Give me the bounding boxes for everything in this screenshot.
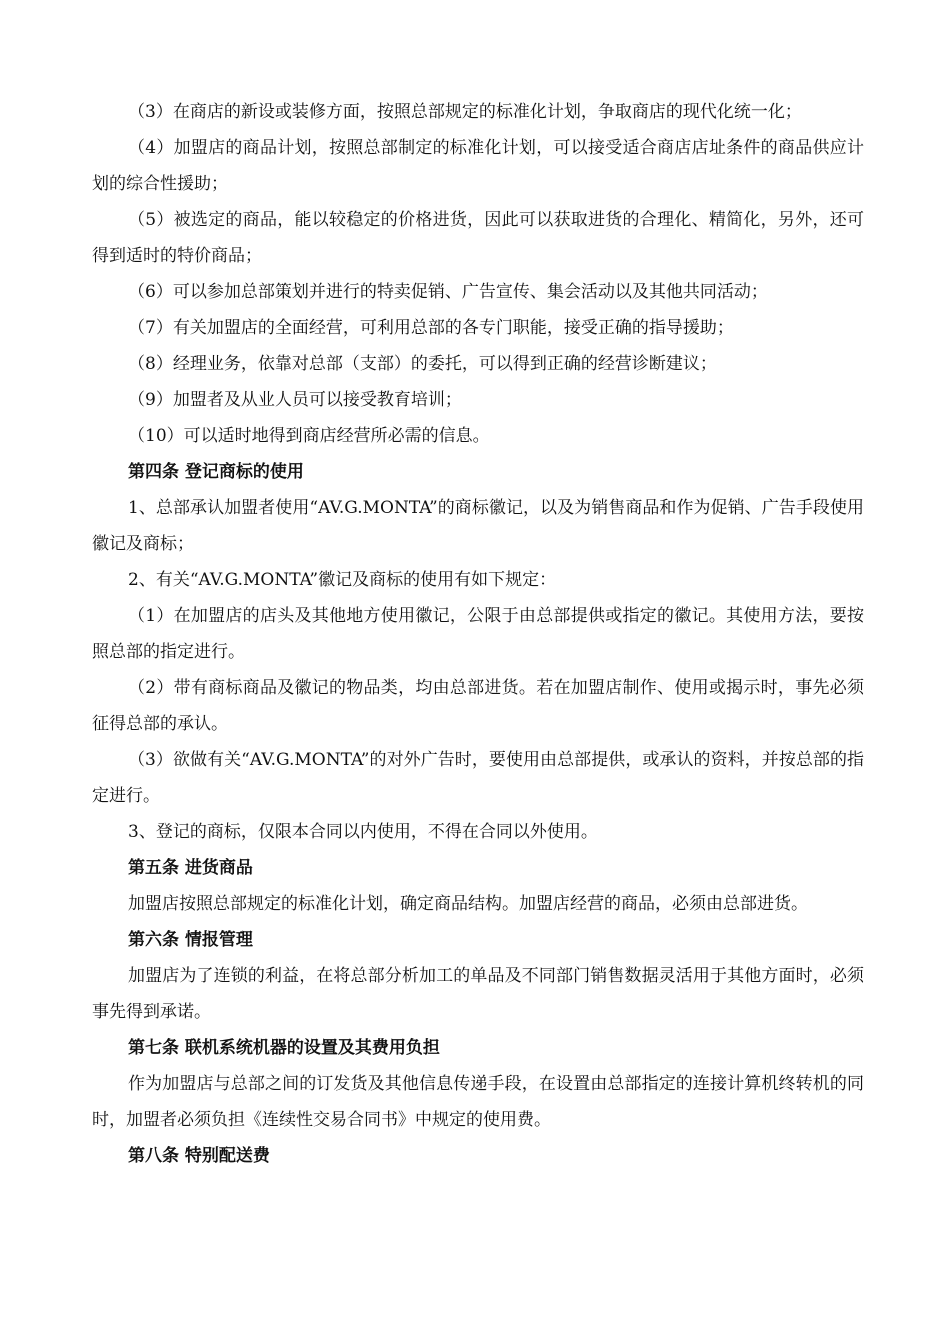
section-heading-article-7: 第七条 联机系统机器的设置及其费用负担 <box>128 1038 440 1058</box>
section-heading-article-8: 第八条 特别配送费 <box>128 1146 270 1166</box>
paragraph-4: （4）加盟店的商品计划，按照总部制定的标准化计划，可以接受适合商店店址条件的商品供应计划的综合性援助； <box>92 138 864 194</box>
article-5-body: 加盟店按照总部规定的标准化计划，确定商品结构。加盟店经营的商品，必须由总部进货。 <box>128 894 808 914</box>
section-heading-article-4: 第四条 登记商标的使用 <box>128 462 304 482</box>
paragraph-8: （8）经理业务，依靠对总部（支部）的委托，可以得到正确的经营诊断建议； <box>128 354 717 374</box>
article-6-body: 加盟店为了连锁的利益，在将总部分析加工的单品及不同部门销售数据灵活用于其他方面时，必须事先得到承诺。 <box>92 966 864 1022</box>
paragraph-3: （3）在商店的新设或装修方面，按照总部规定的标准化计划，争取商店的现代化统一化； <box>128 102 802 122</box>
article-4-item-2: 2、有关“AV.G.MONTA”徽记及商标的使用有如下规定： <box>128 570 557 590</box>
paragraph-10: （10）可以适时地得到商店经营所必需的信息。 <box>128 426 490 446</box>
article-4-item-1: 1、总部承认加盟者使用“AV.G.MONTA”的商标徽记，以及为销售商品和作为促销、广告手段使用徽记及商标； <box>92 498 864 554</box>
article-4-item-3: 3、登记的商标，仅限本合同以内使用，不得在合同以外使用。 <box>128 822 598 842</box>
paragraph-6: （6）可以参加总部策划并进行的特卖促销、广告宣传、集会活动以及其他共同活动； <box>128 282 768 302</box>
paragraph-9: （9）加盟者及从业人员可以接受教育培训； <box>128 390 462 410</box>
paragraph-5: （5）被选定的商品，能以较稳定的价格进货，因此可以获取进货的合理化、精简化，另外，还可得到适时的特价商品； <box>92 210 864 266</box>
article-4-subitem-2: （2）带有商标商品及徽记的物品类，均由总部进货。若在加盟店制作、使用或揭示时，事先必须征得总部的承认。 <box>92 678 864 734</box>
section-heading-article-6: 第六条 情报管理 <box>128 930 253 950</box>
article-7-body: 作为加盟店与总部之间的订发货及其他信息传递手段，在设置由总部指定的连接计算机终转机的同时，加盟者必须负担《连续性交易合同书》中规定的使用费。 <box>92 1074 864 1130</box>
document-body <box>92 94 864 1174</box>
article-4-subitem-3: （3）欲做有关“AV.G.MONTA”的对外广告时，要使用由总部提供，或承认的资料，并按总部的指定进行。 <box>92 750 864 806</box>
section-heading-article-5: 第五条 进货商品 <box>128 858 253 878</box>
article-4-subitem-1: （1）在加盟店的店头及其他地方使用徽记，公限于由总部提供或指定的徽记。其使用方法，要按照总部的指定进行。 <box>92 606 864 662</box>
paragraph-7: （7）有关加盟店的全面经营，可利用总部的各专门职能，接受正确的指导援助； <box>128 318 734 338</box>
